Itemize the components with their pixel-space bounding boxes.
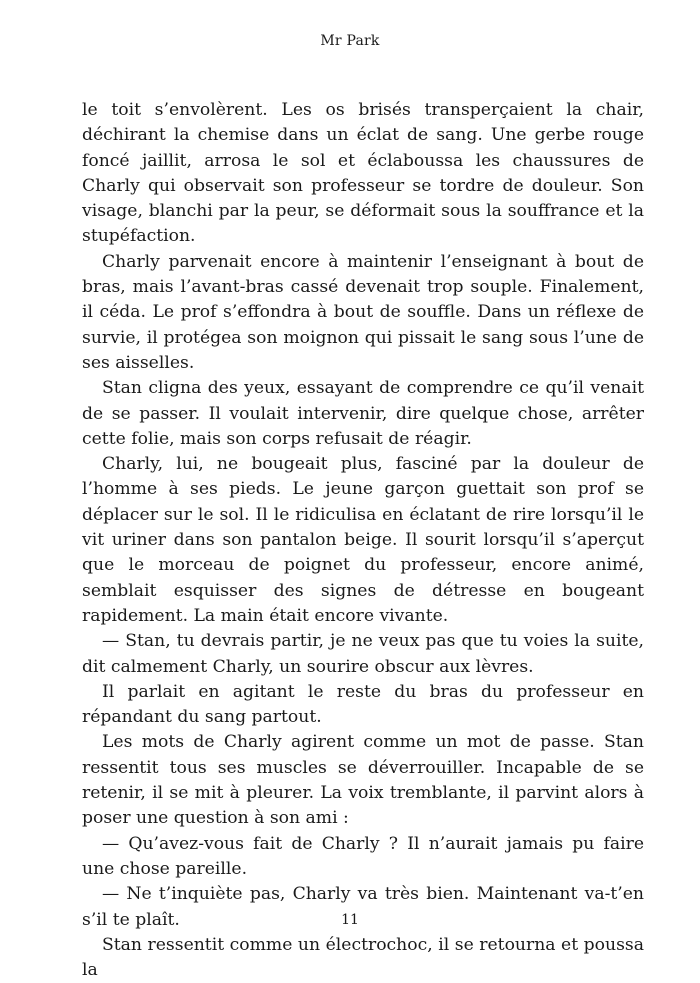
paragraph: Stan ressentit comme un électrochoc, il se retourna et poussa la [82, 934, 644, 981]
dialogue-paragraph: — Ne t’inquiète pas, Charly va très bien. Maintenant va-t’en s’il te plaît. [82, 884, 644, 930]
dialogue-paragraph: — Qu’avez-vous fait de Charly ? Il n’aurait jamais pu faire une chose pareille. [82, 833, 644, 879]
paragraph: Charly, lui, ne bougeait plus, fasciné par la douleur de l’homme à ses pieds. Le jeune garçon guettait son prof se déplacer sur le sol. Il le ridiculisa en éclatant de rire lorsqu’il le vit uriner dans son pantalon beige. Il sourit lorsqu’il s’aperçut que le morceau de poignet du professeur, encore animé, semblait esquisser des signes de détresse en bougeant rapidement. La main était encore vivante. [82, 454, 644, 626]
paragraph: Stan cligna des yeux, essayant de comprendre ce qu’il venait de se passer. Il voulait intervenir, dire quelque chose, arrêter cette folie, mais son corps refusait de réagir. [82, 378, 644, 449]
paragraph: le toit s’envolèrent. Les os brisés transperçaient la chair, déchirant la chemise dans un éclat de sang. Une gerbe rouge foncé jaillit, arrosa le sol et éclaboussa les chaussures de Charly qui observait son professeur se tordre de douleur. Son visage, blanchi par la peur, se déformait sous la souffrance et la stupéfaction. [82, 100, 644, 247]
dialogue-paragraph: — Stan, tu devrais partir, je ne veux pas que tu voies la suite, dit calmement Charly, un sourire obscur aux lèvres. [82, 631, 644, 677]
paragraph: Il parlait en agitant le reste du bras du professeur en répandant du sang partout. [82, 681, 644, 728]
body-text [82, 98, 644, 983]
page-number: 11 [341, 912, 359, 928]
paragraph: Charly parvenait encore à maintenir l’enseignant à bout de bras, mais l’avant-bras cassé devenait trop souple. Finalement, il céda. Le prof s’effondra à bout de souffle. Dans un réflexe de survie, il protégea son moignon qui pissait le sang sous l’une de ses aisselles. [82, 251, 644, 373]
running-header: Mr Park [320, 33, 380, 49]
paragraph: Les mots de Charly agirent comme un mot de passe. Stan ressentit tous ses muscles se déverrouiller. Incapable de se retenir, il se mit à pleurer. La voix tremblante, il parvint alors à poser une question à son ami : [82, 732, 644, 829]
